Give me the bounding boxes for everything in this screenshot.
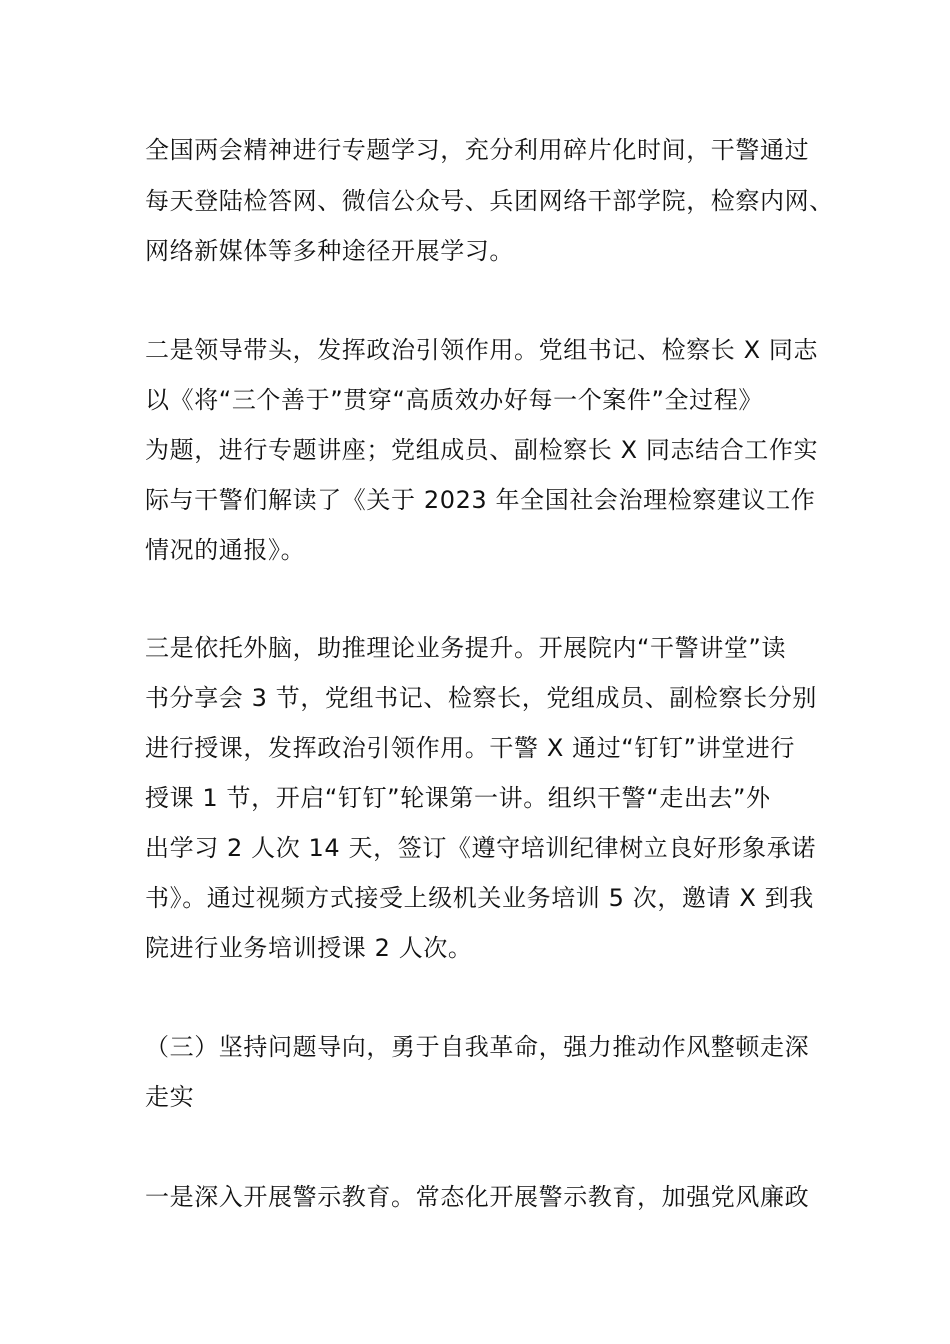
section-heading-line-2: 走实 <box>145 1083 195 1111</box>
paragraph-3-line-3: 进行授课，发挥政治引领作用。干警 X 通过“钉钉”讲堂进行 <box>145 734 795 762</box>
paragraph-3-line-2: 书分享会 3 节，党组书记、检察长，党组成员、副检察长分别 <box>145 684 817 712</box>
paragraph-3-line-4: 授课 1 节，开启“钉钉”轮课第一讲。组织干警“走出去”外 <box>145 784 771 812</box>
paragraph-3-line-5: 出学习 2 人次 14 天，签订《遵守培训纪律树立良好形象承诺 <box>145 834 816 862</box>
paragraph-2-line-4: 际与干警们解读了《关于 2023 年全国社会治理检察建议工作 <box>145 486 816 514</box>
paragraph-1-line-1: 全国两会精神进行专题学习，充分利用碎片化时间，干警通过 <box>145 136 810 164</box>
paragraph-3-line-6: 书》。通过视频方式接受上级机关业务培训 5 次，邀请 X 到我 <box>145 884 814 912</box>
paragraph-5-line-1: 一是深入开展警示教育。常态化开展警示教育，加强党风廉政 <box>145 1183 810 1211</box>
section-heading-line-1: （三）坚持问题导向，勇于自我革命，强力推动作风整顿走深 <box>145 1033 810 1061</box>
paragraph-2-line-5: 情况的通报》。 <box>145 536 306 564</box>
paragraph-2-line-3: 为题，进行专题讲座；党组成员、副检察长 X 同志结合工作实 <box>145 436 819 464</box>
paragraph-2-line-1: 二是领导带头，发挥政治引领作用。党组书记、检察长 X 同志 <box>145 336 819 364</box>
paragraph-1-line-3: 网络新媒体等多种途径开展学习。 <box>145 237 514 265</box>
paragraph-2-line-2: 以《将“三个善于”贯穿“高质效办好每一个案件”全过程》 <box>145 386 763 414</box>
paragraph-1-line-2: 每天登陆检答网、微信公众号、兵团网络干部学院，检察内网、 <box>145 187 834 215</box>
paragraph-3-line-1: 三是依托外脑，助推理论业务提升。开展院内“干警讲堂”读 <box>145 634 787 662</box>
paragraph-3-line-7: 院进行业务培训授课 2 人次。 <box>145 934 473 962</box>
